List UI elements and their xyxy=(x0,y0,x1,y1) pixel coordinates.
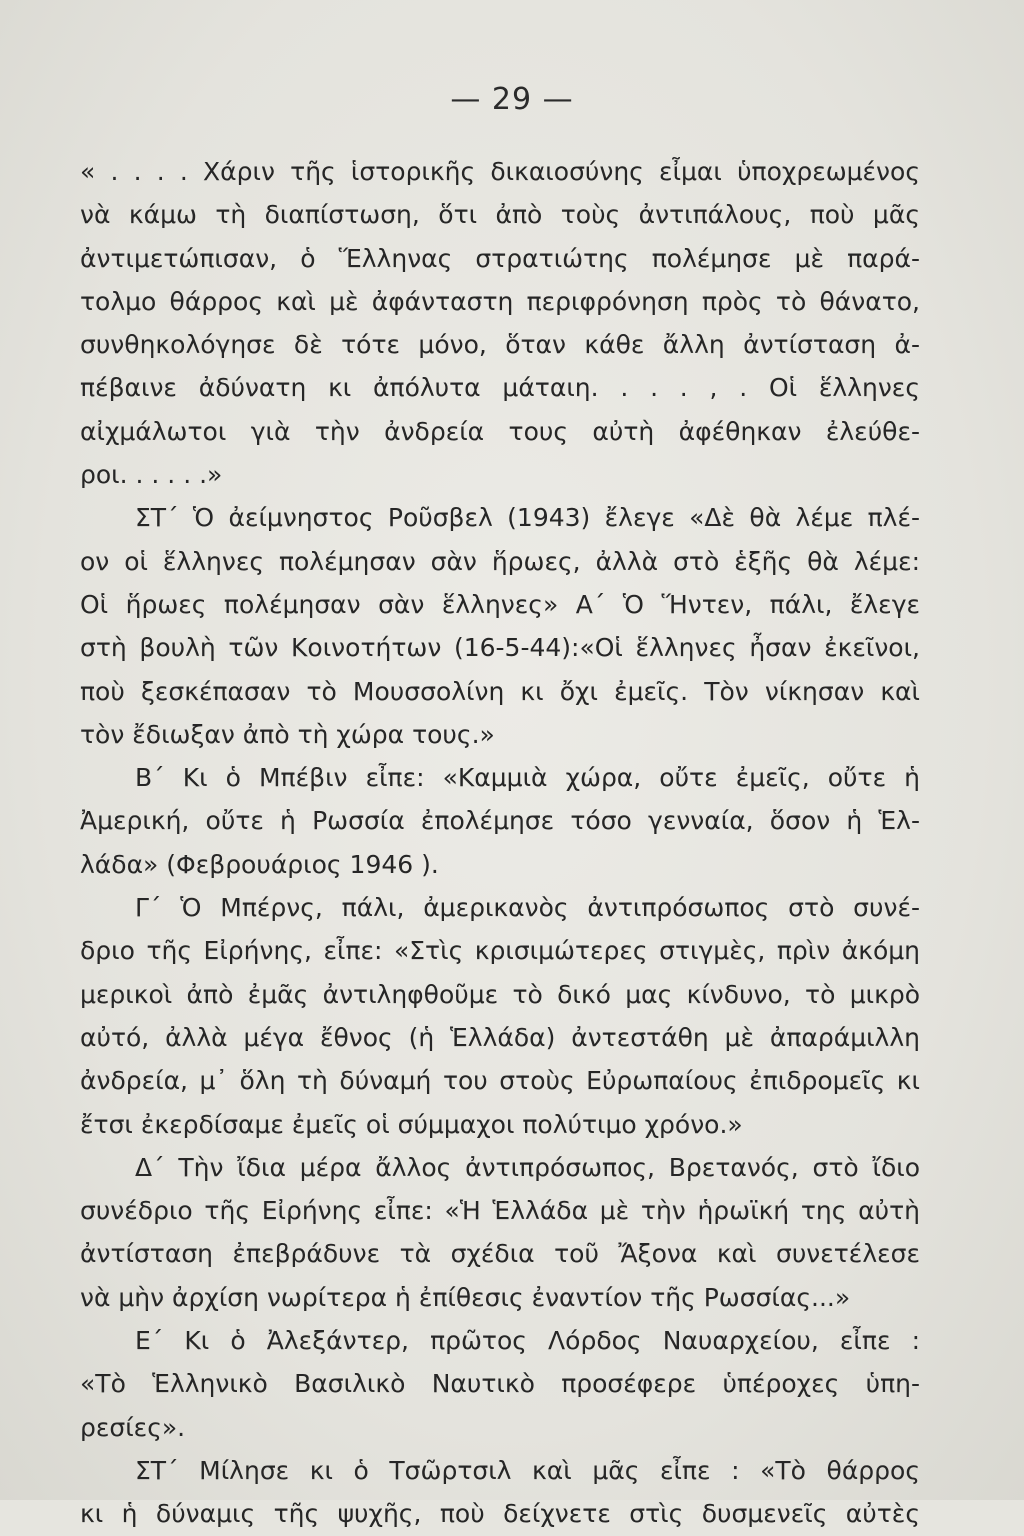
page-number: — 29 — xyxy=(450,82,574,117)
text-line: ροι. . . . . .» xyxy=(80,460,223,490)
text-line: στὴ βουλὴ τῶν Κοινοτήτων (16-5-44):«Οἱ ἕλληνες ἦσαν ἐκεῖνοι, xyxy=(80,633,920,663)
text-line: Δ΄ Τὴν ἴδια μέρα ἄλλος ἀντιπρόσωπος, Βρετανός, στὸ ἴδιο xyxy=(135,1152,920,1182)
text-line: λάδα» (Φεβρουάριος 1946 ). xyxy=(80,849,439,879)
text-line: αἰχμάλωτοι γιὰ τὴν ἀνδρεία τους αὐτὴ ἀφέθηκαν ἐλεύθε- xyxy=(80,416,920,446)
text-line: τολμο θάρρος καὶ μὲ ἀφάνταστη περιφρόνηση πρὸς τὸ θάνατο, xyxy=(80,286,920,316)
text-line: «Τὸ Ἑλληνικὸ Βασιλικὸ Ναυτικὸ προσέφερε ὑπέροχες ὑπη- xyxy=(80,1369,920,1399)
text-line: Γ΄ Ὁ Μπέρνς, πάλι, ἀμερικανὸς ἀντιπρόσωπος στὸ συνέ- xyxy=(135,893,920,923)
text-line: αὐτό, ἀλλὰ μέγα ἔθνος (ἡ Ἑλλάδα) ἀντεστάθη μὲ ἀπαράμιλλη xyxy=(80,1022,920,1052)
text-line: ΣΤ΄ Ὁ ἀείμνηστος Ροῦσβελ (1943) ἔλεγε «Δὲ θὰ λέμε πλέ- xyxy=(135,503,920,533)
text-line: τὸν ἔδιωξαν ἀπὸ τὴ χώρα τους.» xyxy=(80,719,495,749)
text-line: συνθηκολόγησε δὲ τότε μόνο, ὅταν κάθε ἄλλη ἀντίσταση ἀ- xyxy=(80,330,920,360)
text-line: ἀνδρεία, μ᾿ ὅλη τὴ δύναμή του στοὺς Εὐρωπαίους ἐπιδρομεῖς κι xyxy=(80,1066,920,1096)
text-line: δριο τῆς Εἰρήνης, εἶπε: «Στὶς κρισιμώτερες στιγμὲς, πρὶν ἀκόμη xyxy=(80,936,920,966)
text-line: ἀντιμετώπισαν, ὁ Ἕλληνας στρατιώτης πολέμησε μὲ παρά- xyxy=(80,243,920,273)
text-line: πέβαινε ἀδύνατη κι ἀπόλυτα μάταιη. . . . , . Οἱ ἕλληνες xyxy=(80,373,920,403)
text-line: νὰ μὴν ἀρχίση νωρίτερα ἡ ἐπίθεσις ἐναντίον τῆς Ρωσσίας...» xyxy=(80,1282,851,1312)
text-line: νὰ κάμω τὴ διαπίστωση, ὅτι ἀπὸ τοὺς ἀντιπάλους, ποὺ μᾶς xyxy=(80,200,920,230)
text-line: ΣΤ΄ Μίλησε κι ὁ Τσῶρτσιλ καὶ μᾶς εἶπε : «Τὸ θάρρος xyxy=(135,1455,920,1485)
text-line: μερικοὶ ἀπὸ ἐμᾶς ἀντιληφθοῦμε τὸ δικό μας κίνδυνο, τὸ μικρὸ xyxy=(80,979,920,1009)
text-line: ον οἱ ἕλληνες πολέμησαν σὰν ἥρωες, ἀλλὰ στὸ ἑξῆς θὰ λέμε: xyxy=(80,546,920,576)
text-line: « . . . . Χάριν τῆς ἱστορικῆς δικαιοσύνης εἶμαι ὑποχρεωμένος xyxy=(80,157,920,186)
text-line: κι ἡ δύναμις τῆς ψυχῆς, ποὺ δείχνετε στὶς δυσμενεῖς αὐτὲς xyxy=(80,1499,920,1529)
text-line: ποὺ ξεσκέπασαν τὸ Μουσσολίνη κι ὄχι ἐμεῖς. Τὸν νίκησαν καὶ xyxy=(80,676,920,706)
text-line: ρεσίες». xyxy=(80,1412,186,1442)
text-line: συνέδριο τῆς Εἰρήνης εἶπε: «Ἡ Ἑλλάδα μὲ τὴν ἡρωϊκή της αὐτὴ xyxy=(80,1196,920,1226)
text-line: Οἱ ἥρωες πολέμησαν σὰν ἕλληνες» Α΄ Ὁ Ἥντεν, πάλι, ἔλεγε xyxy=(80,589,920,619)
body-text xyxy=(80,150,920,1536)
text-line: Ε΄ Κι ὁ Ἀλεξάντερ, πρῶτος Λόρδος Ναυαρχείου, εἶπε : xyxy=(135,1326,920,1356)
text-line: Β΄ Κι ὁ Μπέβιν εἶπε: «Καμμιὰ χώρα, οὔτε ἐμεῖς, οὔτε ἡ xyxy=(135,763,920,793)
text-line: ἔτσι ἐκερδίσαμε ἐμεῖς οἱ σύμμαχοι πολύτιμο χρόνο.» xyxy=(80,1109,743,1139)
text-line: Ἀμερική, οὔτε ἡ Ρωσσία ἐπολέμησε τόσο γενναία, ὅσον ἡ Ἑλ- xyxy=(80,806,920,836)
text-line: ἀντίσταση ἐπεβράδυνε τὰ σχέδια τοῦ Ἄξονα καὶ συνετέλεσε xyxy=(80,1239,920,1269)
